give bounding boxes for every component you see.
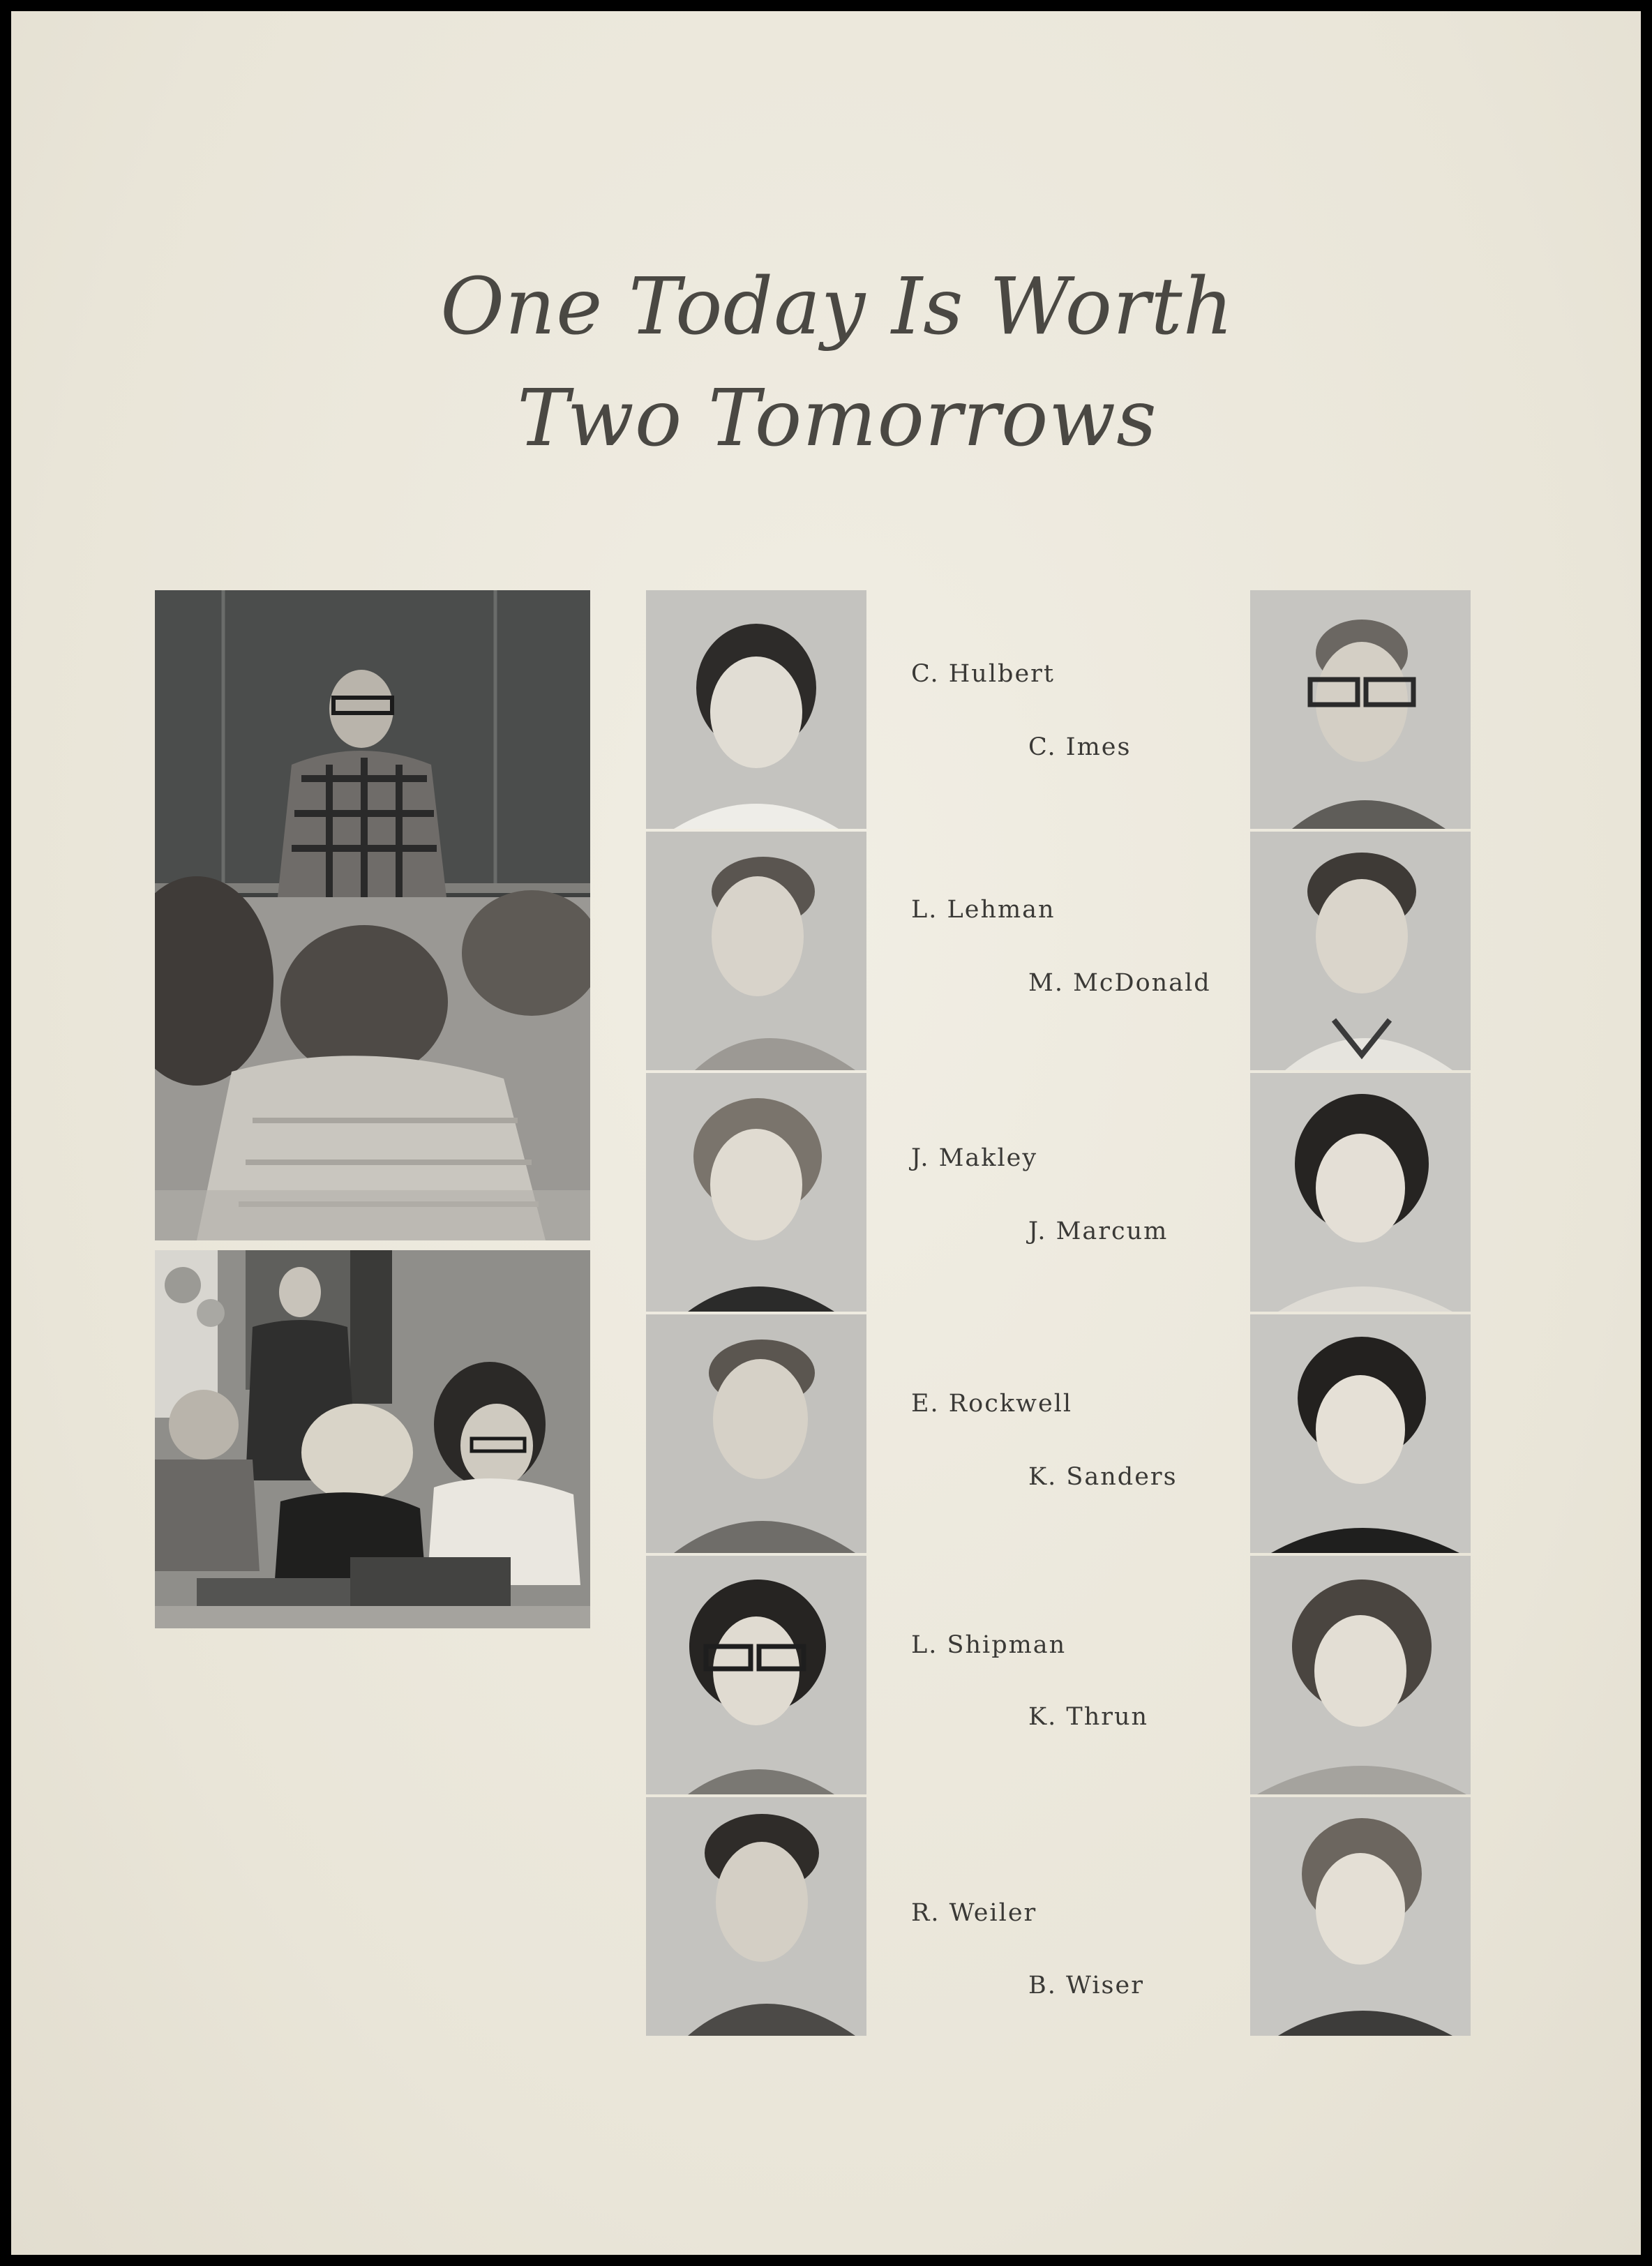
name-left-3: J. Makley [911,1144,1038,1172]
portrait-r-weiler [646,1797,866,2036]
portrait-k-sanders [1250,1314,1471,1553]
portrait-l-shipman [646,1556,866,1794]
name-left-5: L. Shipman [911,1631,1067,1659]
name-left-1: C. Hulbert [911,660,1055,688]
portrait-l-lehman [646,832,866,1070]
portrait-e-rockwell [646,1314,866,1553]
name-left-4: E. Rockwell [911,1390,1073,1418]
portrait-c-imes [1250,590,1471,829]
name-right-6: B. Wiser [1028,1972,1144,1999]
classroom-photo [155,590,590,1240]
name-right-3: J. Marcum [1028,1217,1169,1245]
name-right-4: K. Sanders [1028,1463,1178,1491]
portrait-c-hulbert [646,590,866,829]
page-title-line-1: One Today Is Worth [440,262,1234,352]
name-left-2: L. Lehman [911,896,1056,924]
name-right-1: C. Imes [1028,733,1132,761]
typing-class-photo [155,1250,590,1628]
portrait-k-thrun [1250,1556,1471,1794]
portrait-j-makley [646,1073,866,1312]
name-left-6: R. Weiler [911,1899,1037,1927]
portrait-b-wiser [1250,1797,1471,2036]
name-right-5: K. Thrun [1028,1703,1149,1731]
page-title-line-2: Two Tomorrows [517,373,1157,464]
portrait-m-mcdonald [1250,832,1471,1070]
portrait-j-marcum [1250,1073,1471,1312]
name-right-2: M. McDonald [1028,969,1211,997]
